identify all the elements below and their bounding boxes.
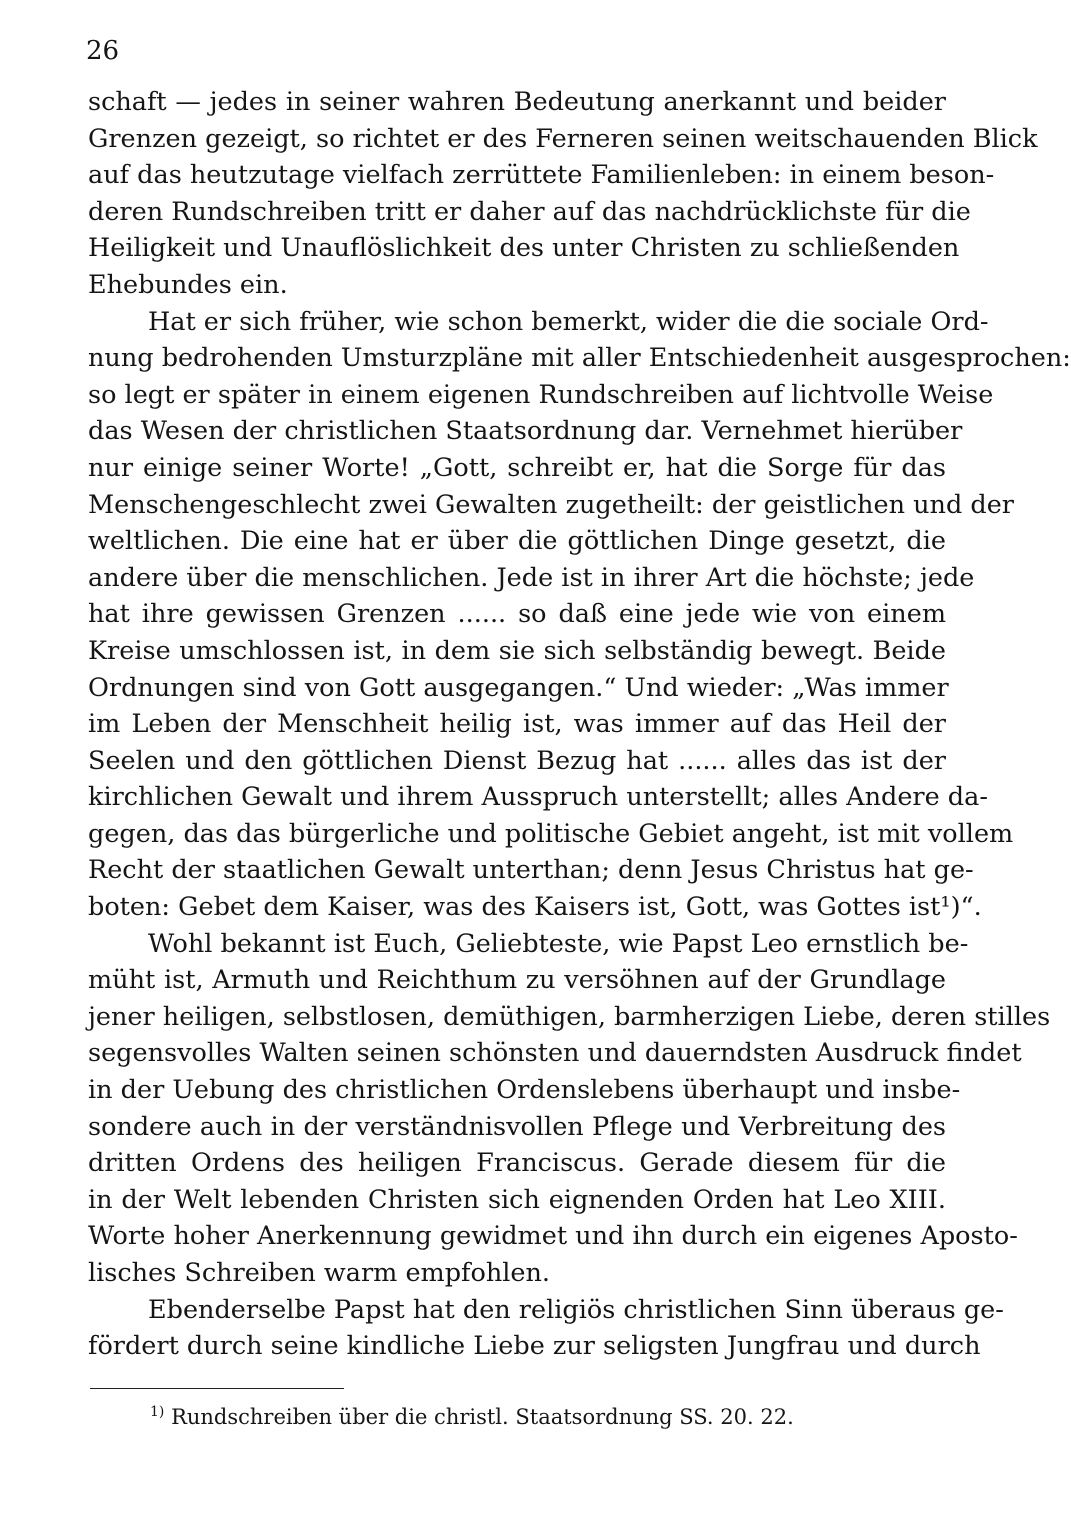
text-line: kirchlichen Gewalt und ihrem Ausspruch unterstellt; alles Andere da- [88,782,988,813]
footnote-divider [90,1388,344,1389]
text-line: lisches Schreiben warm empfohlen. [88,1258,551,1288]
body-text [88,84,1071,1365]
text-line: das Wesen der christlichen Staatsordnung dar. Vernehmet hierüber [88,416,963,447]
text-line: Ebenderselbe Papst hat den religiös christlichen Sinn überaus ge- [148,1294,1004,1325]
text-line: jener heiligen, selbstlosen, demüthigen, barmherzigen Liebe, deren stilles [88,1001,1051,1032]
text-line: Menschengeschlecht zwei Gewalten zugetheilt: der geistlichen und der [88,489,1014,520]
text-line: auf das heutzutage vielfach zerrüttete Familienleben: in einem beson- [88,160,995,191]
text-line: im Leben der Menschheit heilig ist, was immer auf das Heil der [88,709,946,740]
footnote-marker: 1) [150,1404,165,1420]
text-line: Hat er sich früher, wie schon bemerkt, wider die die sociale Ord- [148,306,989,337]
text-line: fördert durch seine kindliche Liebe zur seligsten Jungfrau und durch [88,1331,981,1362]
text-line: Worte hoher Anerkennung gewidmet und ihn durch ein eigenes Aposto- [88,1221,1018,1252]
text-line: in der Welt lebenden Christen sich eignenden Orden hat Leo XIII. [88,1184,946,1215]
text-line: Ordnungen sind von Gott ausgegangen.“ Und wieder: „Was immer [88,672,949,703]
text-line: hat ihre gewissen Grenzen ...... so daß eine jede wie von einem [88,599,946,630]
text-line: nur einige seiner Worte! „Gott, schreibt er, hat die Sorge für das [88,452,946,483]
text-line: sondere auch in der verständnisvollen Pflege und Verbreitung des [88,1111,946,1142]
text-line: Recht der staatlichen Gewalt unterthan; denn Jesus Christus hat ge- [88,855,974,886]
text-line: weltlichen. Die eine hat er über die göttlichen Dinge gesetzt, die [88,526,946,557]
text-line: Seelen und den göttlichen Dienst Bezug hat ...... alles das ist der [88,745,946,776]
text-line: gegen, das das bürgerliche und politische Gebiet angeht, ist mit vollem [88,818,1014,849]
text-line: dritten Ordens des heiligen Franciscus. Gerade diesem für die [88,1148,946,1179]
footnote [150,1398,794,1431]
text-line: nung bedrohenden Umsturzpläne mit aller Entschiedenheit ausgesprochen: [88,343,1071,374]
text-line: Wohl bekannt ist Euch, Geliebteste, wie Papst Leo ernstlich be- [148,928,969,959]
text-line: deren Rundschreiben tritt er daher auf das nachdrücklichste für die [88,196,971,227]
text-line: segensvolles Walten seinen schönsten und dauerndsten Ausdruck findet [88,1038,1022,1069]
text-line: Grenzen gezeigt, so richtet er des Ferneren seinen weitschauenden Blick [88,123,1038,154]
text-line: andere über die menschlichen. Jede ist in ihrer Art die höchste; jede [88,562,975,593]
text-line: Kreise umschlossen ist, in dem sie sich selbständig bewegt. Beide [88,635,946,666]
text-line: in der Uebung des christlichen Ordenslebens überhaupt und insbe- [88,1075,961,1106]
text-line: schaft — jedes in seiner wahren Bedeutung anerkannt und beider [88,87,946,117]
text-line: Ehebundes ein. [88,269,288,300]
page-number: 26 [86,36,120,66]
text-line: so legt er später in einem eigenen Rundschreiben auf lichtvolle Weise [88,379,994,410]
text-line: boten: Gebet dem Kaiser, was des Kaisers ist, Gott, was Gottes ist¹)“. [88,892,982,923]
text-line: Heiligkeit und Unauflöslichkeit des unter Christen zu schließenden [88,233,960,264]
text-line: müht ist, Armuth und Reichthum zu versöhnen auf der Grundlage [88,965,946,996]
footnote-text: Rundschreiben über die christl. Staatsordnung SS. 20. 22. [171,1405,794,1429]
